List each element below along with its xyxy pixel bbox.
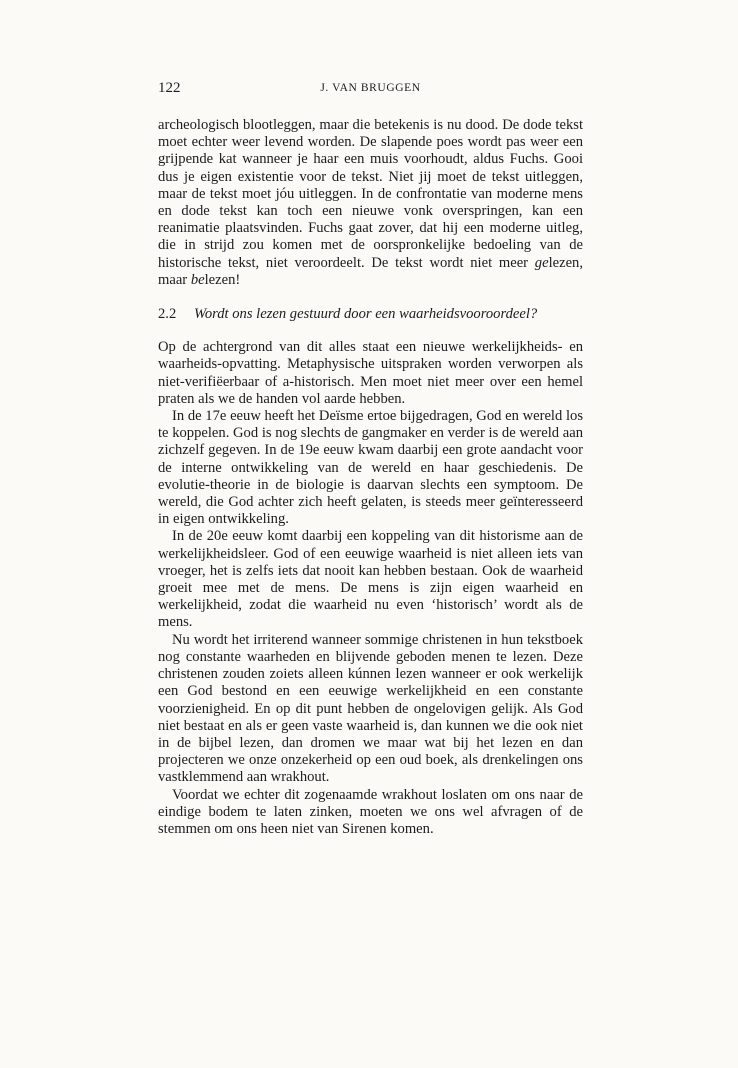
section-heading bbox=[158, 306, 583, 323]
paragraph: Nu wordt het irriterend wanneer sommige christenen in hun tekstboek nog constante waarheden en blijvende geboden menen te lezen. Deze christenen zouden zoiets alleen kúnnen lezen wanneer er ook werkelijk een God bestond en een eeuwige werkelijkheid en een constante voorzienigheid. En op dit punt hebben de ongelovigen gelijk. Als God niet bestaat en als er geen vaste waarheid is, dan kunnen we die ook niet in de bijbel lezen, dan dromen we maar wat bij het lezen en dan projecteren we onze onzekerheid op een oud boek, als drenkelingen ons vastklemmend aan wrakhout. bbox=[158, 631, 583, 786]
text-run: lezen! bbox=[204, 271, 241, 288]
paragraph: Op de achtergrond van dit alles staat een nieuwe werkelijkheids- en waarheids-opvatting. Metaphysische uitspraken worden verworpen als niet-verifiëerbaar of a-historisch. Men moet niet meer over een hemel praten als we de handen vol aarde hebben. bbox=[158, 339, 583, 407]
running-title: J. VAN BRUGGEN bbox=[320, 82, 421, 94]
paragraph-continuation bbox=[158, 117, 583, 289]
section-number: 2.2 bbox=[158, 306, 177, 323]
italic-prefix-ge: ge bbox=[534, 254, 549, 271]
section-title: Wordt ons lezen gestuurd door een waarheidsvooroordeel? bbox=[194, 306, 538, 323]
italic-prefix-be: be bbox=[190, 271, 205, 288]
running-header bbox=[158, 80, 583, 100]
paragraph: Voordat we echter dit zogenaamde wrakhout loslaten om ons naar de eindige bodem te laten zinken, moeten we ons wel afvragen of de stemmen om ons heen niet van Sirenen komen. bbox=[158, 786, 583, 837]
text-run: lezen, maar bbox=[158, 254, 583, 288]
body-text bbox=[158, 117, 583, 838]
paragraph: In de 20e eeuw komt daarbij een koppeling van dit historisme aan de werkelijkheidsleer. God of een eeuwige waarheid is niet alleen iets van vroeger, het is zelfs iets dat nooit kan hebben bestaan. Ook de waarheid groeit mee met de mens. De mens is zijn eigen waarheid en werkelijkheid, zodat die waarheid nu even ‘historisch’ wordt als de mens. bbox=[158, 528, 583, 631]
text-run: archeologisch blootleggen, maar die betekenis is nu dood. De dode tekst moet echter weer levend worden. De slapende poes wordt pas weer een grijpende kat wanneer je haar een muis voorhoudt, aldus Fuchs. Gooi dus je eigen existentie voor de tekst. Niet jij moet de tekst uitleggen, maar de tekst moet jóu uitleggen. In de confrontatie van moderne mens en dode tekst kan toch een nieuwe vonk overspringen, kan een reanimatie plaatsvinden. Fuchs gaat zover, dat hij een moderne uitleg, die in strijd zou komen met de oorspronkelijke bedoeling van de historische tekst, niet veroordeelt. De tekst wordt niet meer bbox=[158, 117, 583, 271]
paragraph: In de 17e eeuw heeft het Deïsme ertoe bijgedragen, God en wereld los te koppelen. God is nog slechts de gangmaker en verder is de wereld aan zichzelf gegeven. In de 19e eeuw kwam daarbij een grote aandacht voor de interne ontwikkeling van de wereld en haar geschiedenis. De evolutie-theorie in de biologie is daarvan slechts een symptoom. De wereld, die God achter zich heeft gelaten, is steeds meer geïnteresseerd in eigen ontwikkeling. bbox=[158, 408, 583, 528]
page-number: 122 bbox=[158, 80, 181, 96]
